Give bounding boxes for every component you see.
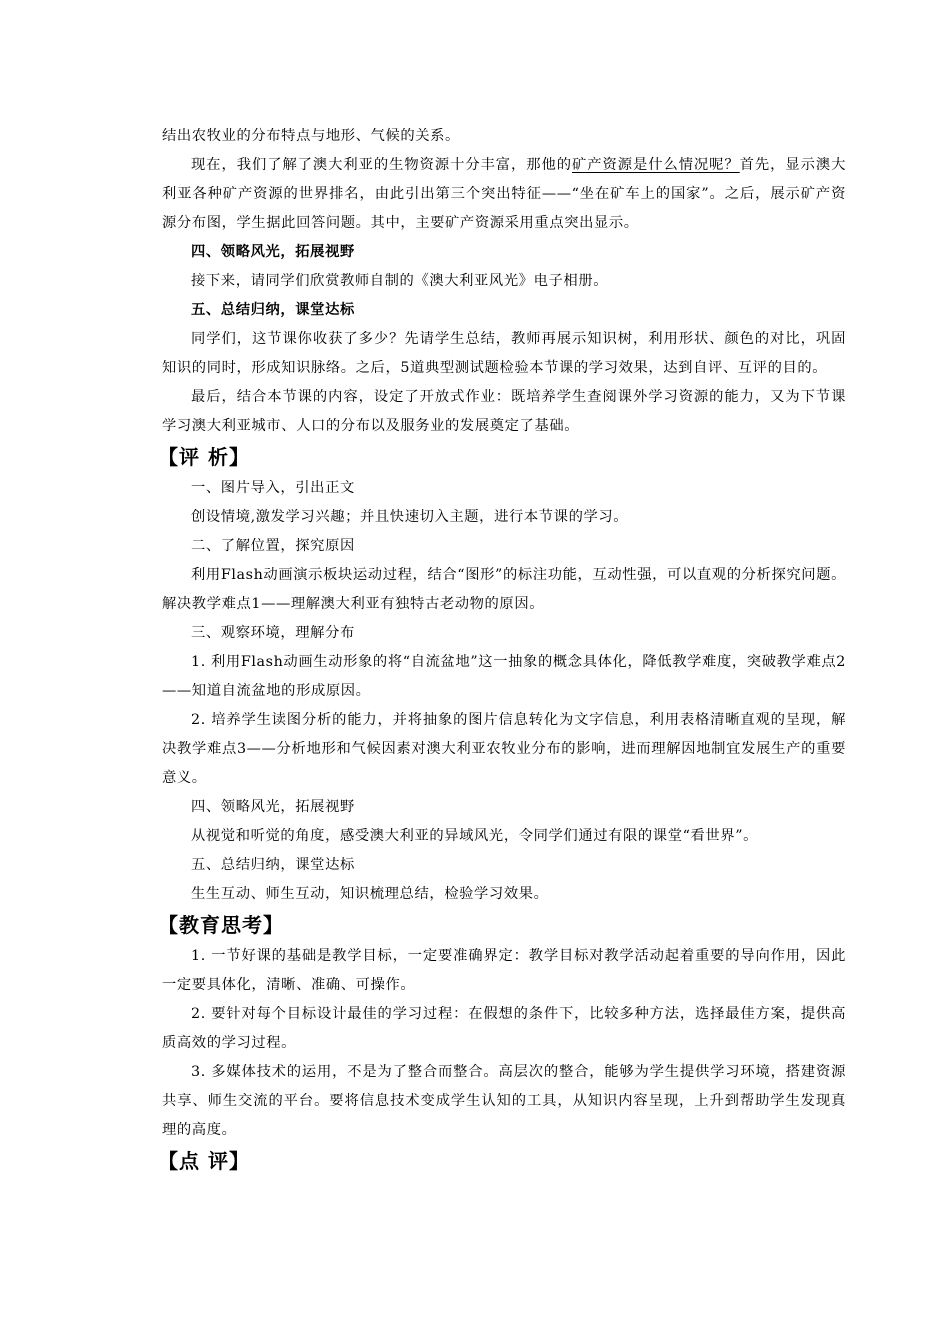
analysis-item: 四、领略风光，拓展视野 (191, 799, 355, 815)
subheading: 五、总结归纳，课堂达标 (191, 302, 355, 318)
analysis-item: 创设情境,激发学习兴趣；并且快速切入主题，进行本节课的学习。 (191, 509, 629, 525)
underlined-text: 矿产资源是什么情况呢？ (572, 157, 740, 173)
reflection-item: 2. 要针对每个目标设计最佳的学习过程：在假想的条件下，比较多种方法，选择最佳方案，提供高质高效的学习过程。 (162, 1006, 846, 1051)
paragraph: 最后，结合本节课的内容，设定了开放式作业：既培养学生查阅课外学习资源的能力，又为下节课学习澳大利亚城市、人口的分布以及服务业的发展奠定了基础。 (162, 389, 846, 434)
analysis-item: 三、观察环境，理解分布 (191, 625, 355, 641)
paragraph: 同学们，这节课你收获了多少？先请学生总结，教师再展示知识树，利用形状、颜色的对比，巩固知识的同时，形成知识脉络。之后，5道典型测试题检验本节课的学习效果，达到自评、互评的目的。 (162, 331, 846, 376)
paragraph: 接下来，请同学们欣赏教师自制的《澳大利亚风光》电子相册。 (191, 273, 609, 289)
analysis-item: 五、总结归纳，课堂达标 (191, 857, 355, 873)
analysis-item: 利用Flash动画演示板块运动过程，结合“图形”的标注功能，互动性强，可以直观的分析探究问题。解决教学难点1——理解澳大利亚有独特古老动物的原因。 (162, 567, 846, 612)
paragraph-mineral-resources (162, 151, 846, 238)
paragraph: 结出农牧业的分布特点与地形、气候的关系。 (162, 128, 460, 144)
analysis-item: 1. 利用Flash动画生动形象的将“自流盆地”这一抽象的概念具体化，降低教学难度，突破教学难点2——知道自流盆地的形成原因。 (162, 654, 846, 699)
analysis-item: 从视觉和听觉的角度，感受澳大利亚的异域风光，令同学们通过有限的课堂“看世界”。 (191, 828, 758, 844)
subheading: 四、领略风光，拓展视野 (191, 244, 355, 260)
analysis-item: 一、图片导入，引出正文 (191, 480, 355, 496)
analysis-item: 生生互动、师生互动，知识梳理总结，检验学习效果。 (191, 886, 549, 902)
analysis-item: 二、了解位置，探究原因 (191, 538, 355, 554)
reflection-item: 1. 一节好课的基础是教学目标，一定要准确界定：教学目标对教学活动起着重要的导向作用，因此一定要具体化，清晰、准确、可操作。 (162, 948, 846, 993)
analysis-item: 2. 培养学生读图分析的能力，并将抽象的图片信息转化为文字信息，利用表格清晰直观的呈现，解决教学难点3——分析地形和气候因素对澳大利亚农牧业分布的影响，进而理解因地制宜发展生产的重要意义。 (162, 712, 846, 786)
section-heading-comment: 【点 评】 (158, 1149, 250, 1173)
document-body (158, 122, 847, 1178)
reflection-item: 3. 多媒体技术的运用，不是为了整合而整合。高层次的整合，能够为学生提供学习环境，搭建资源共享、师生交流的平台。要将信息技术变成学生认知的工具，从知识内容呈现，上升到帮助学生发现真理的高度。 (162, 1064, 846, 1138)
section-heading-reflection: 【教育思考】 (158, 913, 284, 937)
section-heading-analysis: 【评 析】 (158, 445, 250, 469)
paragraph-text: 现在，我们了解了澳大利亚的生物资源十分丰富，那他的 (191, 157, 573, 173)
paragraph-text: 首先，显示澳大利亚各种矿产资源的世界排名，由此引出第三个突出特征——“坐在矿车上的国家”。之后，展示矿产资源分布图，学生据此回答问题。其中，主要矿产资源采用重点突出显示。 (162, 157, 847, 231)
